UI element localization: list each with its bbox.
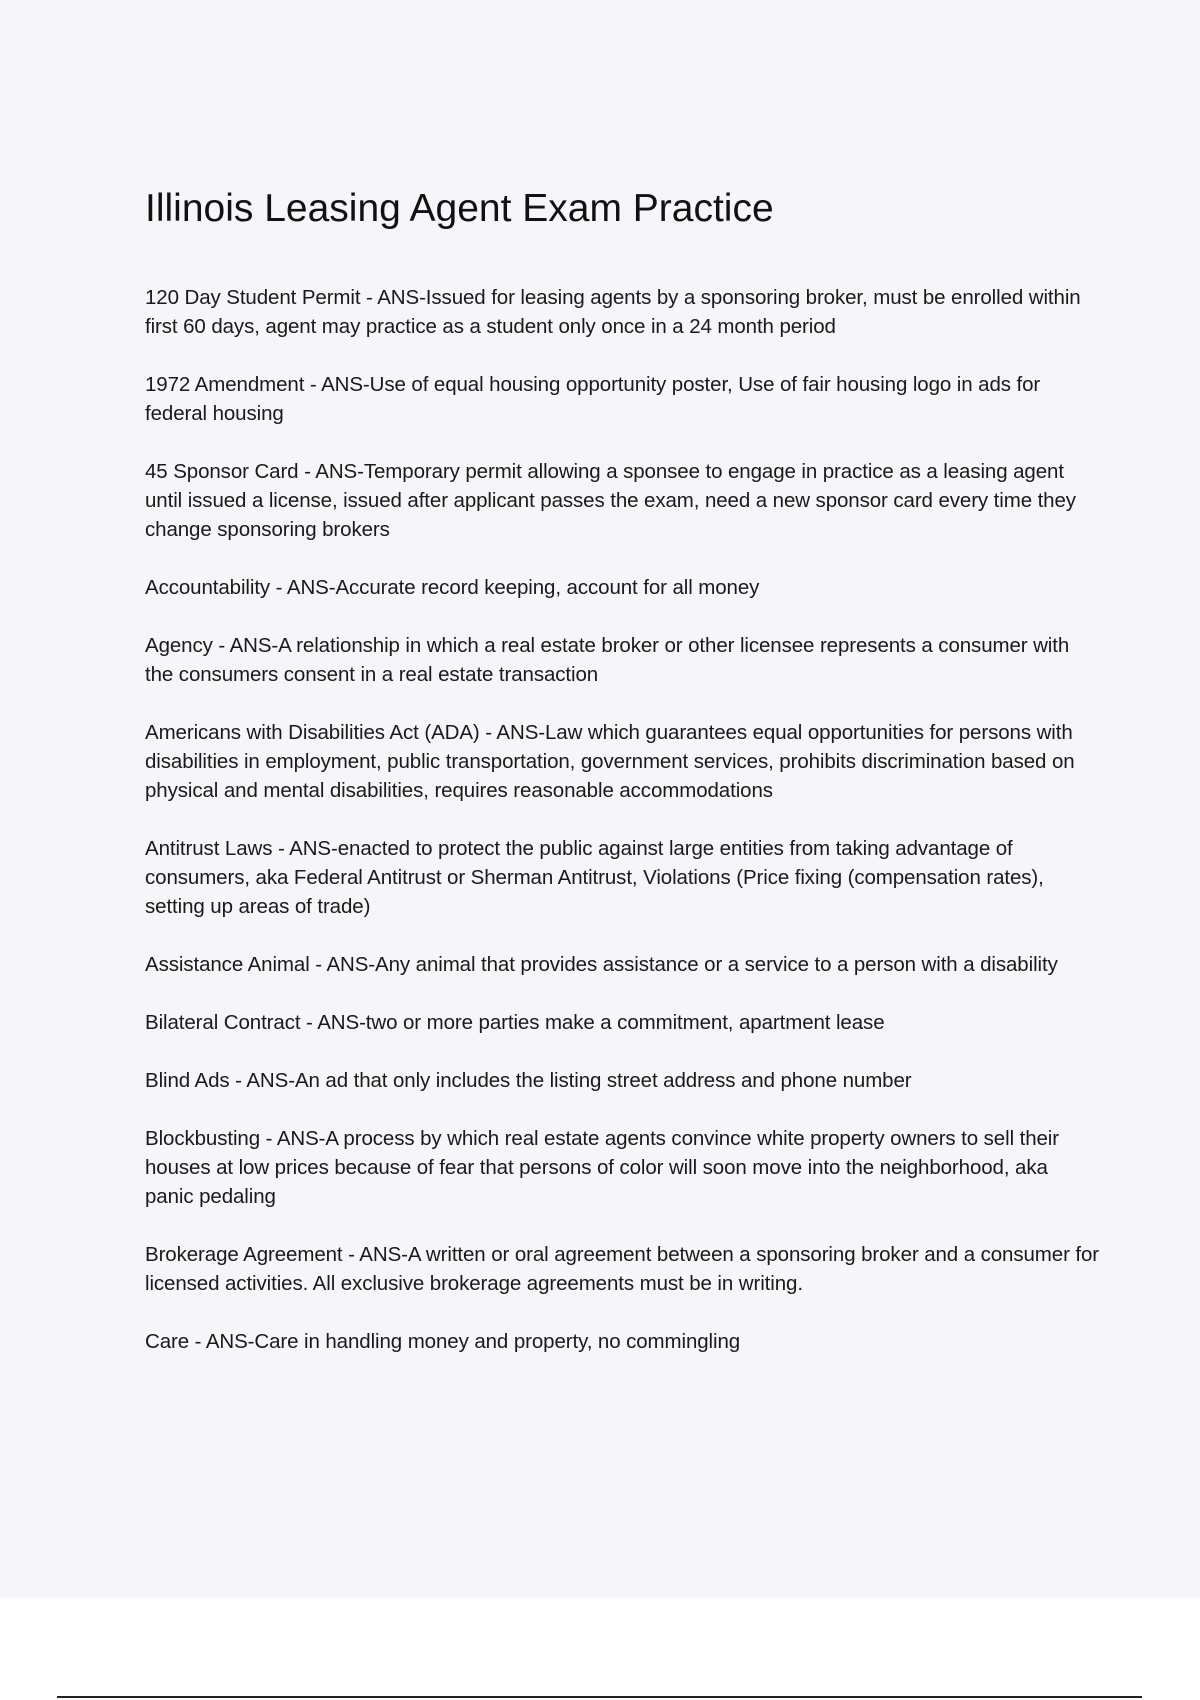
footer-divider [57,1696,1142,1698]
term-entry: Americans with Disabilities Act (ADA) - ANS-Law which guarantees equal opportunities for persons with disabilities in employment, public transportation, government services, prohibits discrimination based on physical and mental disabilities, requires reasonable accommodations [145,721,1075,802]
term-entry: Accountability - ANS-Accurate record keeping, account for all money [145,576,760,599]
document-title: Illinois Leasing Agent Exam Practice [145,187,774,230]
term-entry: Blockbusting - ANS-A process by which real estate agents convince white property owners to sell their houses at low prices because of fear that persons of color will soon move into the neighborhood, aka panic pedaling [145,1127,1059,1208]
term-entry: Antitrust Laws - ANS-enacted to protect the public against large entities from taking advantage of consumers, aka Federal Antitrust or Sherman Antitrust, Violations (Price fixing (compensation rates), setting up areas of trade) [145,837,1044,918]
term-entry: Bilateral Contract - ANS-two or more parties make a commitment, apartment lease [145,1011,885,1034]
term-entry: Care - ANS-Care in handling money and property, no commingling [145,1330,741,1353]
term-entry: Blind Ads - ANS-An ad that only includes the listing street address and phone number [145,1069,912,1092]
document-content [145,183,1100,1385]
term-entry: Assistance Animal - ANS-Any animal that provides assistance or a service to a person with a disability [145,953,1058,976]
term-entry: 1972 Amendment - ANS-Use of equal housing opportunity poster, Use of fair housing logo in ads for federal housing [145,373,1041,425]
term-entry: 45 Sponsor Card - ANS-Temporary permit allowing a sponsee to engage in practice as a leasing agent until issued a license, issued after applicant passes the exam, need a new sponsor card every time they change sponsoring brokers [145,460,1076,541]
term-entry: Brokerage Agreement - ANS-A written or oral agreement between a sponsoring broker and a consumer for licensed activities. All exclusive brokerage agreements must be in writing. [145,1243,1100,1295]
term-entry: Agency - ANS-A relationship in which a real estate broker or other licensee represents a consumer with the consumers consent in a real estate transaction [145,634,1070,686]
term-entry: 120 Day Student Permit - ANS-Issued for leasing agents by a sponsoring broker, must be enrolled within first 60 days, agent may practice as a student only once in a 24 month period [145,286,1081,338]
